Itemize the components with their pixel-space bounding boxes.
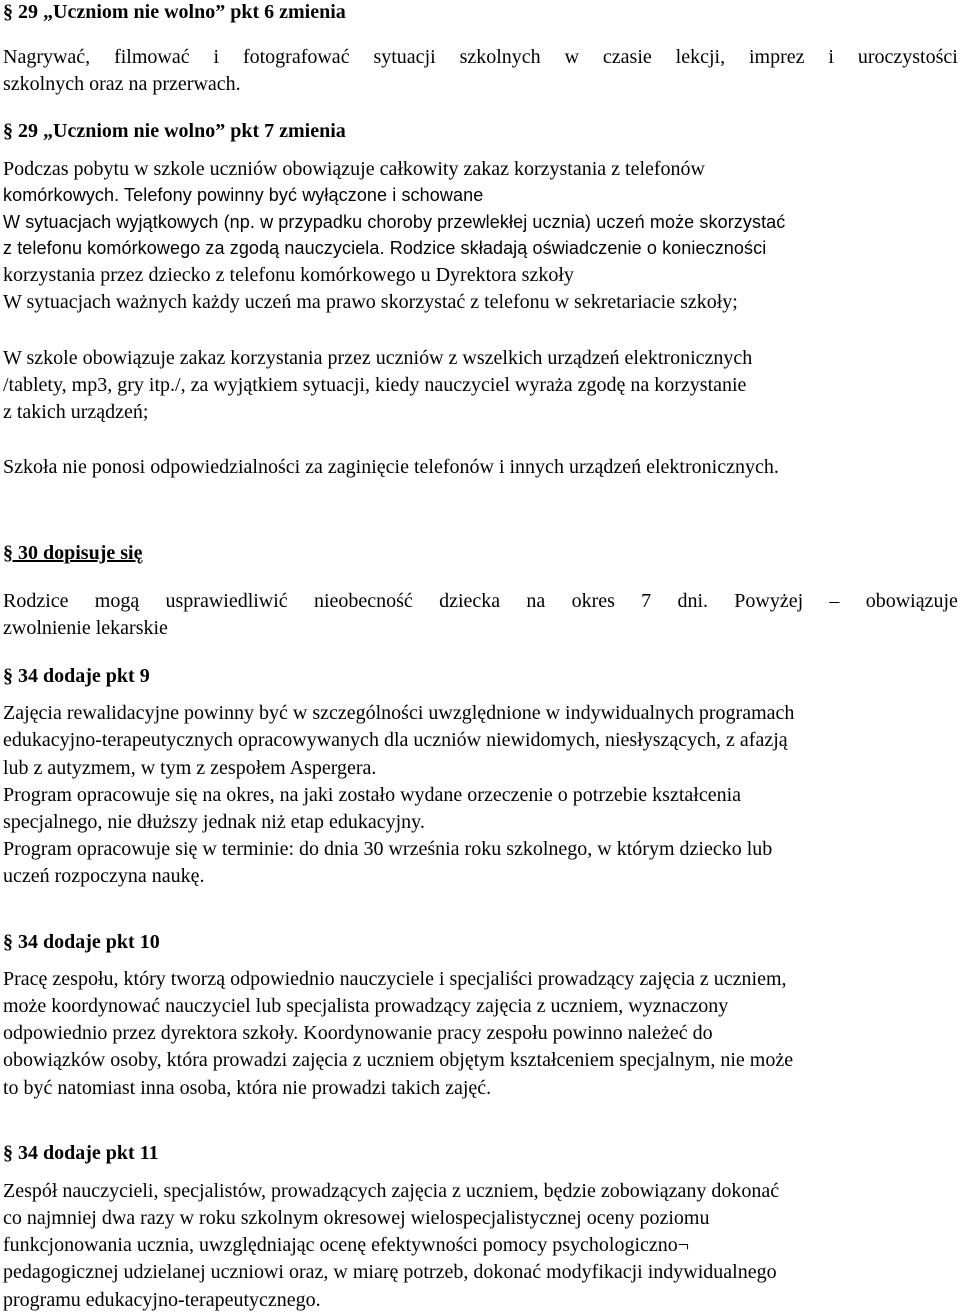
paragraph-line: obowiązków osoby, która prowadzi zajęcia z uczniem objętym kształceniem specjalnym, nie może	[3, 1049, 794, 1071]
paragraph-line: korzystania przez dziecko z telefonu komórkowego u Dyrektora szkoły	[3, 264, 574, 286]
word: i	[828, 46, 834, 68]
section-heading: § 29 „Uczniom nie wolno” pkt 7 zmienia	[3, 120, 346, 142]
word: nieobecność	[313, 590, 413, 612]
paragraph-line: Pracę zespołu, który tworzą odpowiednio nauczyciele i specjaliści prowadzący zajęcia z uczniem,	[3, 968, 787, 990]
paragraph-line: Podczas pobytu w szkole uczniów obowiązuje całkowity zakaz korzystania z telefonów	[3, 158, 705, 180]
word: czasie	[602, 46, 652, 68]
paragraph-line: Zespół nauczycieli, specjalistów, prowadzących zajęcia z uczniem, będzie zobowiązany dokonać	[3, 1180, 780, 1202]
paragraph-line: uczeń rozpoczyna naukę.	[3, 865, 205, 887]
word: Rodzice	[3, 590, 69, 612]
paragraph-line: komórkowych. Telefony powinny być wyłączone i schowane	[3, 185, 484, 205]
paragraph-line: z telefonu komórkowego za zgodą nauczyciela. Rodzice składają oświadczenie o konieczności	[3, 238, 767, 258]
paragraph-line-justified	[3, 45, 958, 69]
paragraph-line: W szkole obowiązuje zakaz korzystania przez uczniów z wszelkich urządzeń elektronicznych	[3, 347, 753, 369]
section-heading: § 30 dopisuje się	[3, 542, 143, 564]
paragraph-line: może koordynować nauczyciel lub specjalista prowadzący zajęcia z uczniem, wyznaczony	[3, 995, 729, 1017]
word: w	[564, 46, 580, 68]
section-heading: § 34 dodaje pkt 11	[3, 1142, 159, 1164]
paragraph-line: to być natomiast inna osoba, która nie prowadzi takich zajęć.	[3, 1077, 492, 1099]
word: imprez	[748, 46, 805, 68]
word: fotografować	[242, 46, 350, 68]
paragraph-line-justified	[3, 589, 958, 613]
section-heading: § 29 „Uczniom nie wolno” pkt 6 zmienia	[3, 1, 346, 23]
word: Powyżej	[734, 590, 804, 612]
paragraph-line: lub z autyzmem, w tym z zespołem Aspergera.	[3, 757, 377, 779]
word: mogą	[94, 590, 140, 612]
paragraph-line: W sytuacjach ważnych każdy uczeń ma prawo skorzystać z telefonu w sekretariacie szkoły;	[3, 291, 738, 313]
word: okres	[571, 590, 615, 612]
paragraph-line: odpowiednio przez dyrektora szkoły. Koordynowanie pracy zespołu powinno należeć do	[3, 1022, 713, 1044]
paragraph-line: szkolnych oraz na przerwach.	[3, 73, 241, 95]
paragraph-line: Program opracowuje się w terminie: do dnia 30 września roku szkolnego, w którym dziecko lub	[3, 838, 773, 860]
paragraph-line: co najmniej dwa razy w roku szkolnym okresowej wielospecjalistycznej oceny poziomu	[3, 1207, 710, 1229]
paragraph-line: funkcjonowania ucznia, uwzględniając ocenę efektywności pomocy psychologiczno¬	[3, 1234, 690, 1256]
word: szkolnych	[459, 46, 541, 68]
word: usprawiedliwić	[165, 590, 288, 612]
word: obowiązuje	[865, 590, 958, 612]
word: 7	[641, 590, 652, 612]
word: na	[526, 590, 546, 612]
word: dziecka	[439, 590, 501, 612]
word: dni.	[677, 590, 708, 612]
paragraph-line: W sytuacjach wyjątkowych (np. w przypadku choroby przewlekłej ucznia) uczeń może skorzystać	[3, 212, 786, 232]
word: Nagrywać,	[3, 46, 91, 68]
paragraph-line: z takich urządzeń;	[3, 401, 149, 423]
paragraph-line: pedagogicznej udzielanej uczniowi oraz, w miarę potrzeb, dokonać modyfikacji indywidualnego	[3, 1261, 777, 1283]
section-heading: § 34 dodaje pkt 10	[3, 931, 160, 953]
paragraph-line: programu edukacyjno-terapeutycznego.	[3, 1289, 321, 1311]
paragraph-line: Program opracowuje się na okres, na jaki zostało wydane orzeczenie o potrzebie kształcenia	[3, 784, 742, 806]
word: sytuacji	[373, 46, 436, 68]
word: uroczystości	[857, 46, 958, 68]
word: –	[829, 590, 840, 612]
section-heading: § 34 dodaje pkt 9	[3, 665, 150, 687]
word: lekcji,	[675, 46, 726, 68]
paragraph-line: Szkoła nie ponosi odpowiedzialności za zaginięcie telefonów i innych urządzeń elektronicznych.	[3, 456, 779, 478]
paragraph-line: edukacyjno-terapeutycznych opracowywanych dla uczniów niewidomych, niesłyszących, z afazją	[3, 729, 788, 751]
paragraph-line: /tablety, mp3, gry itp./, za wyjątkiem sytuacji, kiedy nauczyciel wyraża zgodę na korzystanie	[3, 374, 747, 396]
paragraph-line: specjalnego, nie dłuższy jednak niż etap edukacyjny.	[3, 811, 425, 833]
paragraph-line: zwolnienie lekarskie	[3, 617, 168, 639]
word: i	[213, 46, 220, 68]
paragraph-line: Zajęcia rewalidacyjne powinny być w szczególności uwzględnione w indywidualnych programach	[3, 702, 795, 724]
word: filmować	[114, 46, 190, 68]
